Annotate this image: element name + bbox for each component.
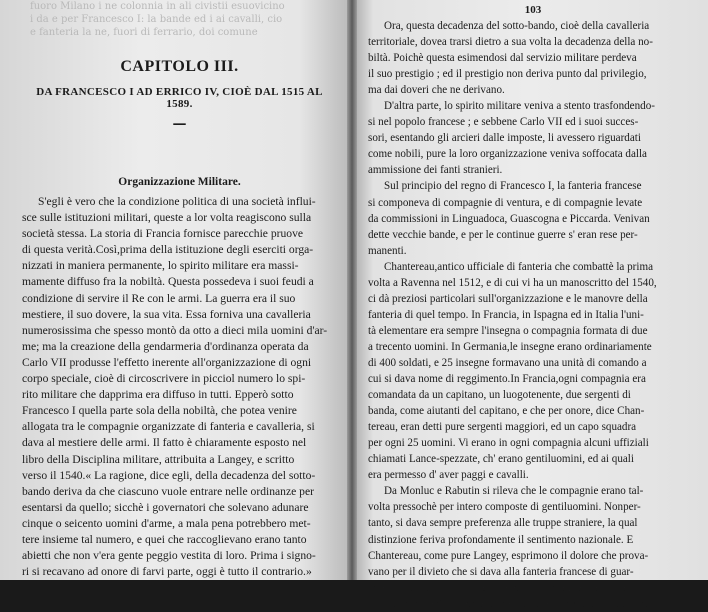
page-number: 103 xyxy=(524,4,542,16)
ghost-line: e fanteria la ne, fuori di ferrario, doi comune xyxy=(30,27,258,38)
ghost-line: fuoro Milano i ne colonnia in ali civistii esuovicino xyxy=(30,1,285,12)
right-body-text xyxy=(368,18,698,612)
text-line: esentarsi da quello; sicchè i governatori che solevano adunare xyxy=(22,500,309,514)
right-page xyxy=(352,0,708,610)
text-line: biltà. Poichè questa esimendosi dal servizio militare perdeva xyxy=(368,52,637,65)
text-line: ri si recavano ad onore di farvi parte, oggi è tutto il contrario.» xyxy=(22,565,312,579)
left-page-body xyxy=(22,52,337,580)
text-line: era permesso d' aver paggi e cavalli. xyxy=(368,469,529,482)
text-line: rito militare che dapprima era diffuso in tutti. Epperò sotto xyxy=(22,388,294,402)
text-line: Chantereau, come pure Langey, esprimono il dolore che prova- xyxy=(368,549,649,562)
text-line: volta a Ravenna nel 1512, e di cui vi ha un manoscritto del 1540, xyxy=(368,276,657,289)
text-line: ma dai doveri che ne derivano. xyxy=(368,84,505,97)
text-line: Chantereau,antico ufficiale di fanteria che combattè la prima xyxy=(384,260,653,273)
text-line: dette vecchie bande, e per le continue guerre s' eran rese per- xyxy=(368,228,638,241)
text-line: Da Monluc e Rabutin si rileva che le compagnie erano tal- xyxy=(384,485,644,498)
text-line: a trecento uomini. In Germania,le insegne erano ordinariamente xyxy=(368,340,652,353)
text-line: numerosissima che spesso montò da otto a dieci mila uomini d'ar- xyxy=(22,323,328,337)
text-line: comandata da un capitano, un luogotenente, due sergenti di xyxy=(368,389,631,402)
text-line: S'egli è vero che la condizione politica di una società influi- xyxy=(38,195,316,208)
text-line: me; ma la creazione della gendarmeria d'ordinanza operata da xyxy=(22,339,309,353)
section-title: Organizzazione Militare. xyxy=(118,176,241,188)
text-line: ammissione dei fanti stranieri. xyxy=(368,164,503,177)
left-page xyxy=(0,0,352,580)
text-line: Francesco I quella parte sola della nobiltà, che potea venire xyxy=(22,404,297,418)
text-line: ci dà preziosi particolari sull'organizzazione e le manovre della xyxy=(368,292,648,305)
text-line: verso il 1540.« La ragione, dice egli, della decadenza del sotto- xyxy=(22,468,316,482)
text-line: Carlo VII produsse l'effetto inerente all'organizzazione di ogni xyxy=(22,355,312,369)
text-line: cui si dava nome di reggimento.In Francia,ogni compagnia era xyxy=(368,373,646,386)
text-line: sce sulle istituzioni militari, queste a lor volta reagiscono sulla xyxy=(22,211,312,225)
text-line: di questa verità.Così,prima della istituzione degli eserciti orga- xyxy=(22,243,314,257)
text-line: bando deriva da che ciascuno vuole entrare nelle ordinanze per xyxy=(22,484,314,498)
text-line: chiamati Lance-spezzate, ch' erano gentiluomini, ed ai quali xyxy=(368,453,634,466)
section-divider: — xyxy=(172,116,187,132)
text-line: dare i cannoni, il che fu sempre tenuto come grande onore. xyxy=(368,581,629,594)
text-line: dava al mestiere delle armi. Il fatto è chiaramente esposto nel xyxy=(22,436,307,450)
text-line: mamente diffuso fra la nobiltà. Questa possedeva i suoi feudi a xyxy=(22,275,314,289)
text-line: il suo prestigio ; ed il prestigio non deriva punto dal privilegio, xyxy=(368,68,647,81)
text-line: nizzati in maniera permanente, lo spirito militare era massi- xyxy=(22,259,299,273)
left-body-text xyxy=(22,194,337,580)
text-line: Ora, questa decadenza del sotto-bando, cioè della cavalleria xyxy=(384,20,650,32)
chapter-title: CAPITOLO III. xyxy=(120,58,239,75)
book-gutter xyxy=(347,0,357,580)
ghost-line: i da e per Francesco I: la bande ed i ai cavalli, cio xyxy=(30,14,283,25)
text-line: come nobili, pure la loro organizzazione veniva soffocata dalla xyxy=(368,148,647,161)
text-line: allogata tra le compagnie organizzate di fanteria e cavalleria, si xyxy=(22,420,315,434)
text-line: corpo speciale, cioè di circoscrivere in picciol numero lo spi- xyxy=(22,372,306,386)
text-line: Sul principio del regno di Francesco I, la fanteria francese xyxy=(384,180,642,193)
text-line: da commissioni in Linguadoca, Guascogna e Piccarda. Venivan xyxy=(368,212,650,225)
text-line: tà elementare era sempre l'insegna o compagnia formata di due xyxy=(368,324,648,337)
text-line: di 400 soldati, e 25 insegne formavano una unità di comando a xyxy=(368,356,647,369)
text-line: sori, esentando gli arcieri dalle imposte, li avessero riguardati xyxy=(368,132,641,145)
right-page-body xyxy=(368,4,698,612)
text-line: cinque o seicento uomini d'arme, a mala pena potrebbero met- xyxy=(22,516,311,530)
text-line: D'altra parte, lo spirito militare veniva a stento trasfondendo- xyxy=(384,100,655,113)
text-line: Bisogna però confessare che i lanzi e gli svizzeri adempivano xyxy=(384,597,658,610)
text-line: fanteria di quel tempo. In Francia, in Ispagna ed in Italia l'uni- xyxy=(368,308,644,321)
text-line: mestiere, il suo dovere, la sua vita. Essa forniva una cavalleria xyxy=(22,307,311,321)
text-line: manenti. xyxy=(368,244,407,257)
text-line: distinzione feriva profondamente il sentimento nazionale. E xyxy=(368,533,634,546)
text-line: vano per il divieto che si dava alla fanteria francese di guar- xyxy=(368,565,634,578)
text-line: si componeva di compagnie di ventura, e di compagnie levate xyxy=(368,196,643,209)
text-line: tereau, eran detti pure sergenti maggiori, ed un capo squadra xyxy=(368,421,637,434)
text-line: volta pressochè per intero composte di gentiluomini. Nonper- xyxy=(368,501,641,514)
chapter-subtitle: DA FRANCESCO I AD ERRICO IV, CIOÈ DAL 1515 AL 1589. xyxy=(36,86,323,110)
text-line: libro della Disciplina militare, attribuita a Langey, e scritto xyxy=(22,452,295,466)
text-line: banda, come aiutanti del capitano, e che per onore, dice Chan- xyxy=(368,405,645,418)
text-line: società stessa. La storia di Francia fornisce parecchie pruove xyxy=(22,227,304,241)
text-line: si nel popolo francese ; e sebbene Carlo VII ed i suoi succes- xyxy=(368,116,639,129)
text-line: tere insieme tal numero, e quei che raccoglievano erano tanto xyxy=(22,532,307,546)
text-line: abietti che non v'era gente peggio vestita di loro. Prima i signo- xyxy=(22,549,316,563)
text-line: tanto, si dava sempre preferenza alle truppe straniere, la qual xyxy=(368,517,638,530)
bleed-through-text xyxy=(30,0,330,40)
text-line: condizione di servire il Re con le armi. La guerra era il suo xyxy=(22,291,296,305)
text-line: territoriale, dovea trarsi dietro a sua volta la decadenza della no- xyxy=(368,36,653,49)
text-line: per ogni 25 uomini. Vi erano in ogni compagnia alcuni uffiziali xyxy=(368,437,649,450)
